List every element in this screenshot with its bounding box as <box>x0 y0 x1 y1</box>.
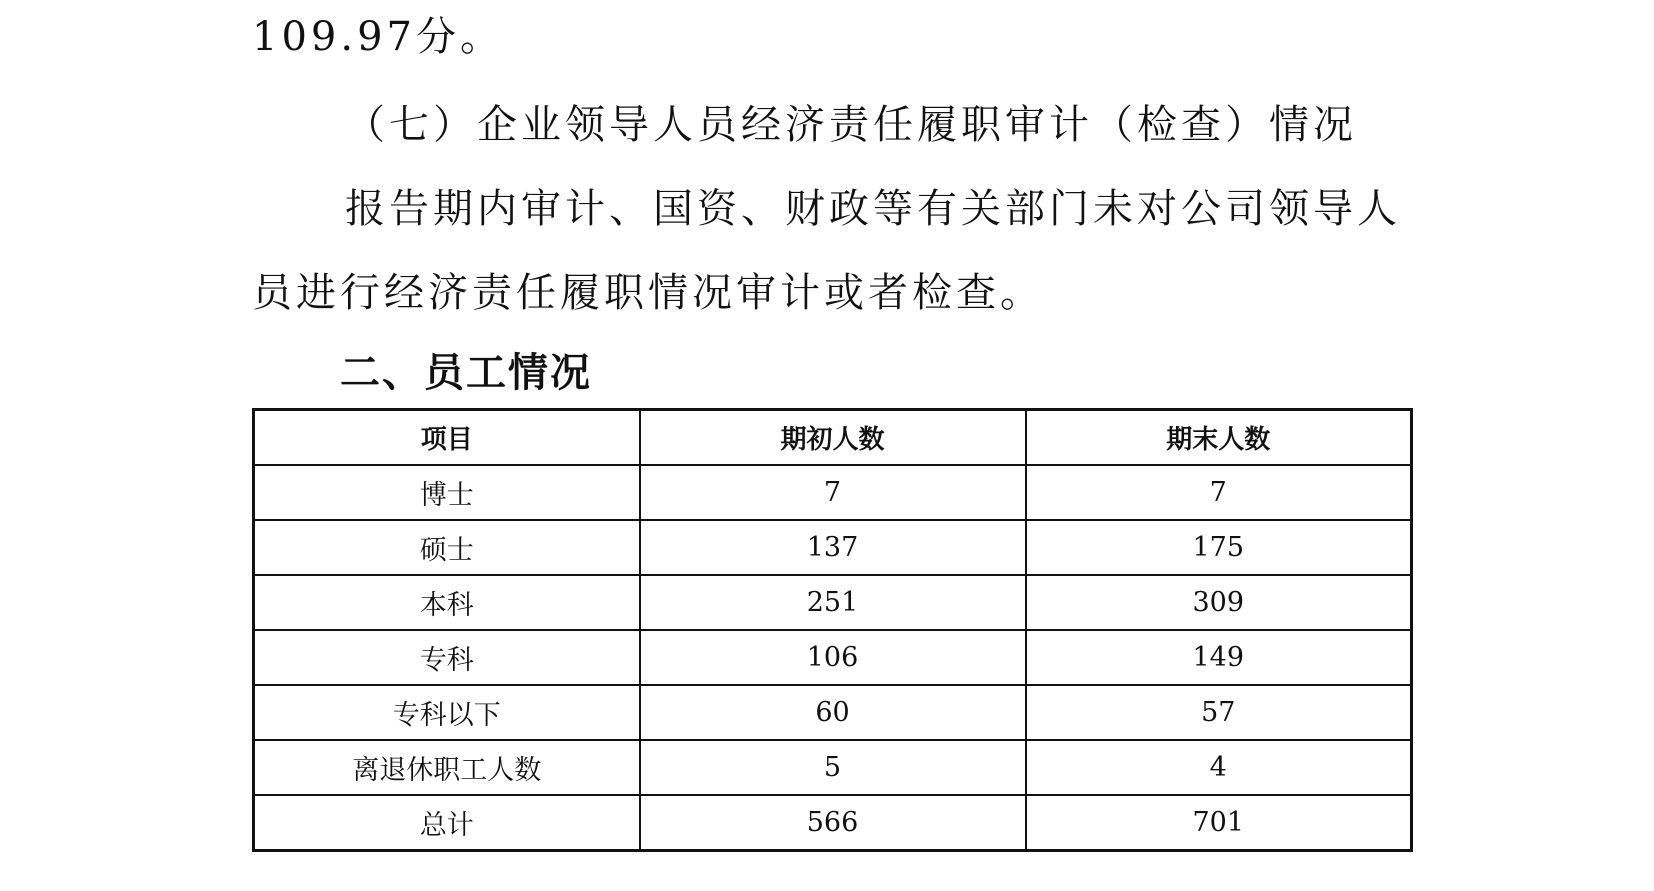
end-count-cell: 701 <box>1026 795 1412 851</box>
row-label: 总计 <box>254 795 640 851</box>
paragraph-line: 109.97分。 <box>252 14 504 60</box>
row-label: 博士 <box>254 465 640 520</box>
column-header-start-count: 期初人数 <box>640 410 1026 466</box>
start-count-cell: 251 <box>640 575 1026 630</box>
row-label: 硕士 <box>254 520 640 575</box>
start-count-cell: 566 <box>640 795 1026 851</box>
table-row <box>254 575 1412 630</box>
section-heading: 二、员工情况 <box>340 350 592 396</box>
column-header-end-count: 期末人数 <box>1026 410 1412 466</box>
table-row-total <box>254 795 1412 851</box>
end-count-cell: 57 <box>1026 685 1412 740</box>
paragraph-line: 报告期内审计、国资、财政等有关部门未对公司领导人 <box>345 186 1401 232</box>
start-count-cell: 106 <box>640 630 1026 685</box>
table-row <box>254 520 1412 575</box>
row-label: 专科 <box>254 630 640 685</box>
end-count-cell: 175 <box>1026 520 1412 575</box>
table-row <box>254 740 1412 795</box>
row-label: 专科以下 <box>254 685 640 740</box>
table-header-row <box>254 410 1412 466</box>
staff-table <box>252 408 1413 852</box>
end-count-cell: 4 <box>1026 740 1412 795</box>
table-row <box>254 630 1412 685</box>
end-count-cell: 149 <box>1026 630 1412 685</box>
subsection-title: （七）企业领导人员经济责任履职审计（检查）情况 <box>345 102 1357 148</box>
table-row <box>254 685 1412 740</box>
start-count-cell: 60 <box>640 685 1026 740</box>
end-count-cell: 309 <box>1026 575 1412 630</box>
row-label: 本科 <box>254 575 640 630</box>
start-count-cell: 5 <box>640 740 1026 795</box>
row-label: 离退休职工人数 <box>254 740 640 795</box>
paragraph-line: 员进行经济责任履职情况审计或者检查。 <box>252 270 1044 316</box>
table-row <box>254 465 1412 520</box>
column-header-item: 项目 <box>254 410 640 466</box>
start-count-cell: 7 <box>640 465 1026 520</box>
start-count-cell: 137 <box>640 520 1026 575</box>
end-count-cell: 7 <box>1026 465 1412 520</box>
